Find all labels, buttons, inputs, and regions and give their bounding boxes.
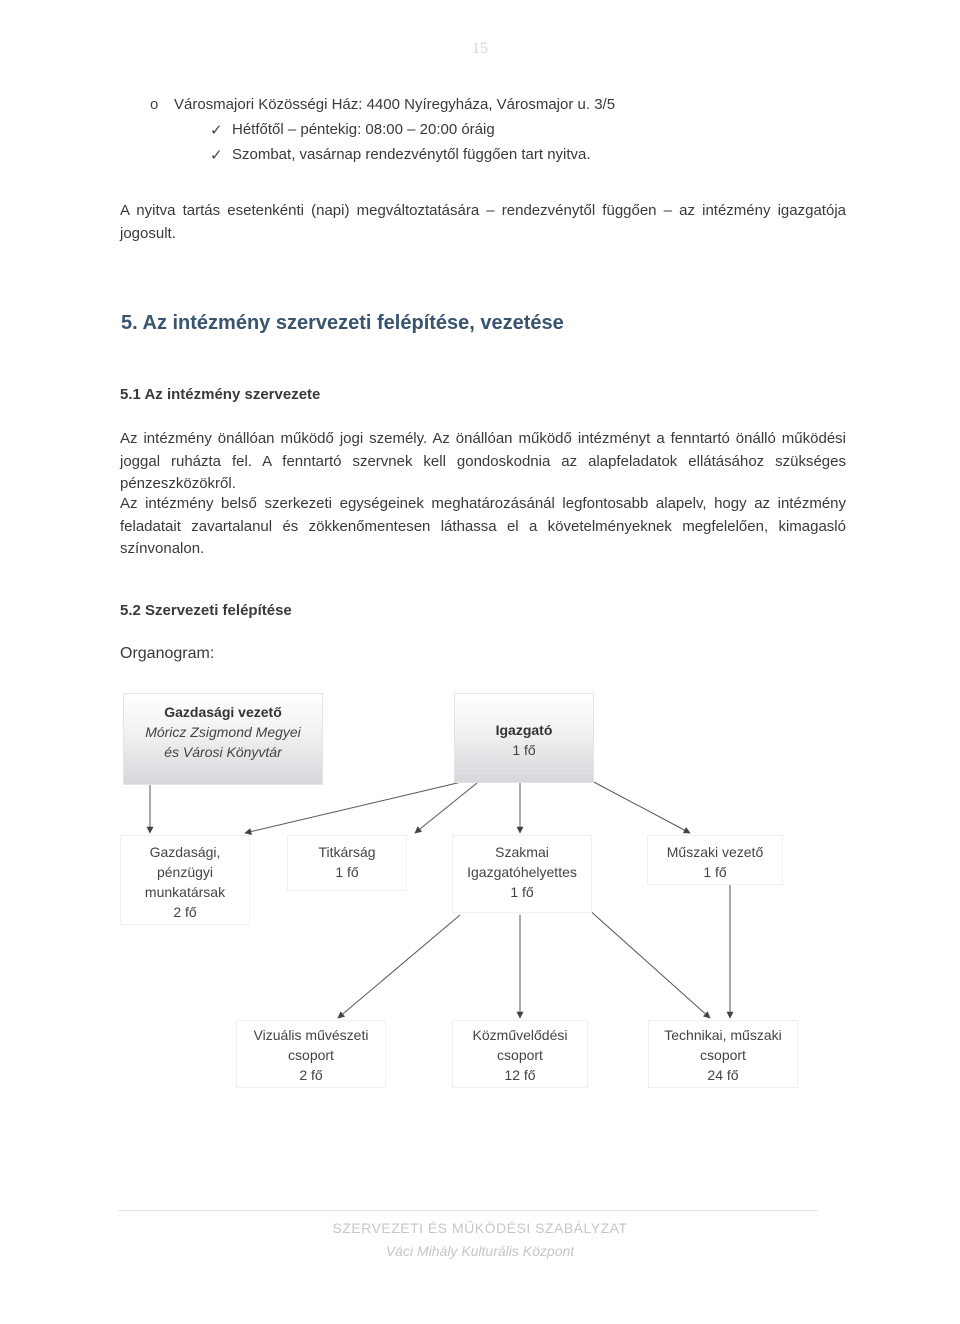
- org-box-line: csoport: [497, 1047, 543, 1063]
- footer-title: SZERVEZETI ÉS MŰKÖDÉSI SZABÁLYZAT: [332, 1220, 628, 1236]
- org-box-director: [454, 693, 594, 783]
- org-box-technical-leader: [647, 835, 783, 885]
- checkmark-icon: ✓: [210, 122, 223, 139]
- connector-director-to-tech: [590, 780, 690, 833]
- org-box-line: Szakmai: [495, 844, 549, 860]
- org-box-count: 1 fő: [335, 864, 359, 880]
- org-box-line: pénzügyi: [156, 864, 214, 880]
- org-box-count: 24 fő: [707, 1067, 739, 1083]
- org-box-line: munkatársak: [144, 884, 226, 900]
- org-box-line: Gazdasági,: [149, 844, 221, 860]
- org-box-cultural: [452, 1020, 588, 1088]
- subsection-heading-5-2: 5.2 Szervezeti felépítése: [120, 602, 292, 619]
- org-box-secretariat: [287, 835, 407, 891]
- organogram-label: Organogram:: [120, 645, 215, 662]
- org-box-line: Közművelődési: [472, 1027, 568, 1043]
- connector-deputy-to-visual: [338, 915, 460, 1018]
- org-box-finance: [120, 835, 250, 925]
- org-box-deputy: [452, 835, 592, 913]
- opening-hours-weekend: Szombat, vasárnap rendezvénytől függően tart nyitva.: [232, 146, 591, 163]
- org-box-line: Móricz Zsigmond Megyei: [145, 724, 301, 740]
- org-box-title: Igazgató: [495, 722, 553, 738]
- subsection-heading-5-1: 5.1 Az intézmény szervezete: [120, 386, 321, 403]
- paragraph-principle: Az intézmény belső szerkezeti egységeinek meghatározásánál legfontosabb alapelv, hogy az intézmény feladatait zavartalanul és zökkenőmentesen láthassa el a követelményeknek megfelelően, kimagasló színvonalon.: [120, 495, 846, 557]
- org-box-count: 2 fő: [299, 1067, 323, 1083]
- org-box-line: Igazgatóhelyettes: [467, 864, 577, 880]
- footer-divider: [118, 1210, 818, 1211]
- opening-note: A nyitva tartás esetenkénti (napi) megváltoztatására – rendezvénytől függően – az intézmény igazgatója jogosult.: [120, 202, 846, 242]
- org-box-count: 1 fő: [703, 864, 727, 880]
- org-box-count: 2 fő: [173, 904, 197, 920]
- org-box-line: csoport: [288, 1047, 334, 1063]
- list-bullet: o: [150, 96, 159, 113]
- org-box-visual-arts: [236, 1020, 386, 1088]
- opening-hours-weekday: Hétfőtől – péntekig: 08:00 – 20:00 óráig: [232, 121, 495, 138]
- org-box-line: és Városi Könyvtár: [164, 744, 282, 760]
- org-box-economic-leader: [123, 693, 323, 785]
- footer-institution: Váci Mihály Kulturális Központ: [385, 1243, 575, 1259]
- org-box-line: Technikai, műszaki: [664, 1027, 782, 1043]
- address-line: Városmajori Közösségi Ház: 4400 Nyíregyháza, Városmajor u. 3/5: [174, 96, 616, 113]
- org-box-count: 1 fő: [510, 884, 534, 900]
- org-box-line: csoport: [700, 1047, 746, 1063]
- org-box-count: 1 fő: [512, 742, 536, 758]
- org-box-technical-group: [648, 1020, 798, 1088]
- org-box-line: Vizuális művészeti: [253, 1027, 369, 1043]
- paragraph-organization: Az intézmény önállóan működő jogi személy. Az önállóan működő intézményt a fenntartó önálló működési joggal ruházta fel. A fenntartó szervnek kell gondoskodnia az alapfeladatok ellátásához szükséges pénzeszközökről.: [120, 430, 846, 492]
- connector-deputy-to-technical: [578, 900, 710, 1018]
- connector-director-to-finance: [245, 780, 470, 833]
- org-box-count: 12 fő: [504, 1067, 536, 1083]
- page-number: 15: [472, 40, 488, 57]
- checkmark-icon: ✓: [210, 147, 223, 164]
- org-box-title: Gazdasági vezető: [164, 704, 282, 720]
- org-box-line: Műszaki vezető: [666, 844, 764, 860]
- org-box-line: Titkárság: [318, 844, 376, 860]
- section-heading: 5. Az intézmény szervezeti felépítése, vezetése: [121, 312, 564, 334]
